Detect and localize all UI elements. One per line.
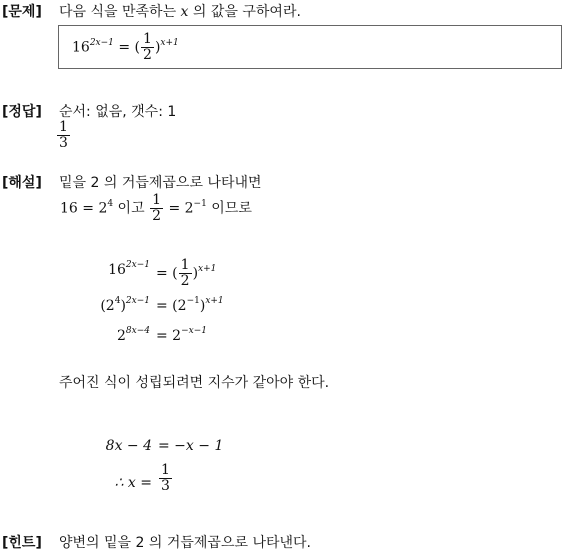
line2-d: 이므로 (211, 200, 252, 217)
step3-left-base: 2 (117, 328, 126, 344)
step1-right-eq: = ( (156, 265, 178, 282)
line2-num: 1 (152, 192, 161, 208)
step2-right (156, 298, 224, 314)
line2-a-exp: 4 (107, 198, 114, 209)
step1-num: 1 (180, 257, 190, 273)
line2-a: 16 = 2 (60, 200, 108, 217)
step3-right-base: = 2 (156, 328, 182, 344)
final2-left: ∴ x = (114, 475, 152, 491)
answer-den: 3 (59, 135, 68, 151)
problem-eq-base: 16 (72, 39, 90, 56)
step3-left-exp: 8x−4 (125, 326, 150, 336)
step2-left-sup: 4 (114, 296, 121, 306)
problem-equation (72, 32, 179, 63)
solution-line2 (60, 193, 252, 224)
problem-eq-rexp: x+1 (160, 37, 179, 48)
step1-left (60, 262, 150, 278)
problem-text (59, 1, 301, 21)
answer-num: 1 (59, 119, 68, 135)
hint-text: 양변의 밑을 2 의 거듭제곱으로 나타낸다. (59, 535, 311, 551)
step1-fraction (179, 258, 192, 289)
line2-den: 2 (152, 208, 161, 224)
final2-den: 3 (161, 478, 170, 494)
problem-text-b: 의 값을 구하여라. (192, 4, 301, 20)
line2-c-exp: −1 (193, 198, 207, 209)
step1-left-base: 16 (108, 262, 126, 278)
step1-close: ) (192, 265, 199, 282)
step1-right-exp: x+1 (198, 263, 217, 274)
problem-eq-exp: 2x−1 (89, 37, 114, 48)
line2-b: 이고 (117, 200, 145, 217)
step1-left-exp: 2x−1 (125, 260, 150, 270)
step2-left (60, 298, 150, 314)
final1-right: = −x − 1 (158, 438, 224, 454)
problem-eq-num: 1 (143, 31, 152, 47)
problem-eq-close: ) (154, 39, 161, 56)
solution-line1: 밑을 2 의 거듭제곱으로 나타내면 (59, 175, 262, 191)
step3-left (60, 328, 150, 344)
step2-left-b: ) (120, 298, 126, 314)
solution-line3: 주어진 식이 성립되려면 지수가 같아야 한다. (59, 375, 330, 391)
final1-left: 8x − 4 (105, 438, 152, 454)
line2-c: = 2 (168, 200, 194, 217)
problem-eq-eq: = ( (118, 39, 141, 56)
answer-fraction (56, 120, 71, 151)
answer-tag: [정답] (2, 104, 42, 120)
answer-line: 순서: 없음, 갯수: 1 (59, 104, 177, 120)
step2-right-exp: x+1 (205, 296, 224, 306)
step3-right (156, 328, 207, 344)
step2-right-b: ) (199, 298, 206, 314)
solution-tag: [해설] (2, 175, 42, 191)
step1-den: 2 (180, 273, 190, 289)
step2-right-sup: −1 (186, 296, 200, 306)
problem-eq-den: 2 (143, 47, 152, 63)
final2-num: 1 (161, 462, 170, 478)
step2-right-a: = (2 (156, 298, 187, 314)
step3-right-exp: −x−1 (181, 326, 207, 336)
step2-left-a: (2 (100, 298, 115, 314)
line2-fraction (150, 193, 163, 224)
step1-right (156, 258, 216, 289)
final2-fraction (158, 463, 173, 494)
problem-variable: x (180, 4, 189, 20)
hint-tag: [힌트] (2, 535, 42, 551)
problem-tag: [문제] (2, 4, 42, 20)
step2-left-exp: 2x−1 (125, 296, 150, 306)
problem-eq-fraction (141, 32, 154, 63)
problem-text-a: 다음 식을 만족하는 (59, 4, 177, 20)
